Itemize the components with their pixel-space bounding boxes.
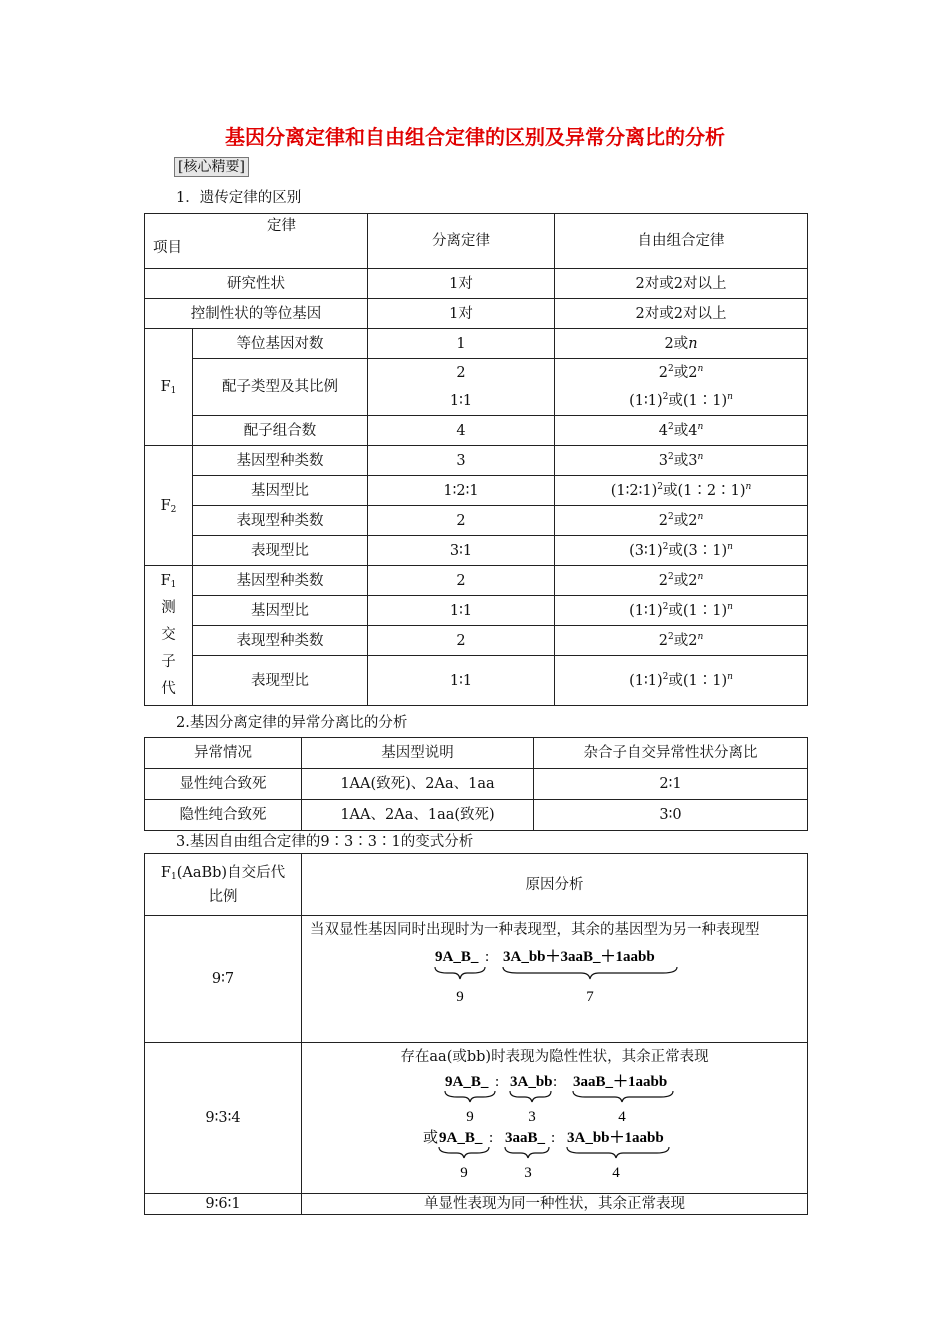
row-label: 等位基因对数 xyxy=(193,329,368,359)
eq-term: 3A_bb xyxy=(509,1074,553,1090)
cell-value: $2^2$或2$^n$ (1∶1)$^2$或(1∶1)$^n$ xyxy=(555,359,808,416)
cell-value: 3∶1 xyxy=(368,536,555,566)
cell-value: 2对或2对以上 xyxy=(555,299,808,329)
f2-group-label: $F_2$ xyxy=(145,446,193,566)
row-label: 基因型种类数 xyxy=(193,446,368,476)
variant-ratio-table xyxy=(144,853,808,1215)
cell-value: 1∶1 xyxy=(368,656,555,706)
row-label: 控制性状的等位基因 xyxy=(145,299,368,329)
eq-number: 4 xyxy=(611,1165,620,1181)
ratio-value: 9∶3∶4 xyxy=(145,1043,302,1194)
equation-9-3-4-a xyxy=(405,1069,705,1125)
page-title: 基因分离定律和自由组合定律的区别及异常分离比的分析 xyxy=(225,125,725,149)
cell-value: 2 xyxy=(368,626,555,656)
case-label: 显性纯合致死 xyxy=(145,769,302,800)
eq-number: 9 xyxy=(455,989,464,1005)
eq-colon: : xyxy=(488,1130,493,1146)
cell-value: $3^2$或3$^n$ xyxy=(555,446,808,476)
header-item-label: 项目 xyxy=(153,240,182,256)
genotype-desc: 1AA(致死)、2Aa、1aa xyxy=(302,769,534,800)
testcross-group-label: $F_1$ 测 交 子 代 xyxy=(145,566,193,706)
brace-2 xyxy=(503,967,677,979)
brace-3 xyxy=(567,1147,669,1158)
cell-value: 2或n xyxy=(555,329,808,359)
row-label: 表现型比 xyxy=(193,656,368,706)
row-label: 表现型比 xyxy=(193,536,368,566)
eq-term: 3aaB_ xyxy=(504,1130,545,1146)
header-ratio-col: $F_1(AaBb)$自交后代 比例 xyxy=(145,854,302,916)
law-comparison-table xyxy=(144,213,808,706)
section3-heading: 3.基因自由组合定律的9∶3∶3∶1的变式分析 xyxy=(176,834,474,850)
equation-9-3-4-b xyxy=(405,1125,705,1181)
cell-value: 3 xyxy=(368,446,555,476)
cell-value: 4 xyxy=(368,416,555,446)
ratio-value: 2∶1 xyxy=(534,769,808,800)
reason-cell xyxy=(302,1043,808,1194)
header-ratio: 杂合子自交异常性状分离比 xyxy=(534,738,808,769)
eq-number: 9 xyxy=(459,1165,468,1181)
brace-1 xyxy=(439,1147,489,1158)
header-law-label: 定律 xyxy=(267,218,296,234)
header-independent-law: 自由组合定律 xyxy=(555,214,808,269)
row-label: 研究性状 xyxy=(145,269,368,299)
reason-cell xyxy=(302,916,808,1043)
header-separation-law: 分离定律 xyxy=(368,214,555,269)
header-case: 异常情况 xyxy=(145,738,302,769)
ratio-value: 9∶7 xyxy=(145,916,302,1043)
cell-value: 1对 xyxy=(368,299,555,329)
section1-heading: 1．遗传定律的区别 xyxy=(176,190,302,206)
eq-term: 3A_bb＋3aaB_＋1aabb xyxy=(502,949,655,965)
cell-value: $2^2$或2$^n$ xyxy=(555,626,808,656)
eq-colon: : xyxy=(550,1130,555,1146)
row-label: 表现型种类数 xyxy=(193,626,368,656)
eq-number: 9 xyxy=(465,1109,474,1125)
brace-3 xyxy=(573,1091,673,1102)
ratio-value: 3∶0 xyxy=(534,800,808,831)
brace-1 xyxy=(435,967,485,979)
abnormal-ratio-table xyxy=(144,737,808,831)
eq-number: 4 xyxy=(617,1109,626,1125)
eq-colon: : xyxy=(552,1074,557,1090)
eq-number: 7 xyxy=(585,989,594,1005)
cell-value: (3∶1)$^2$或(3∶1)$^n$ xyxy=(555,536,808,566)
eq-term: 9A_B_ xyxy=(438,1130,482,1146)
row-label: 配子类型及其比例 xyxy=(193,359,368,416)
equation-9-7 xyxy=(405,943,705,1011)
case-label: 隐性纯合致死 xyxy=(145,800,302,831)
cell-value: 1∶1 xyxy=(368,596,555,626)
eq-term: 9A_B_ xyxy=(434,949,478,965)
cell-value: 2 xyxy=(368,506,555,536)
reason-text: 单显性表现为同一种性状，其余正常表现 xyxy=(302,1194,808,1215)
cell-value: $2^2$或2$^n$ xyxy=(555,506,808,536)
brace-2 xyxy=(505,1147,549,1158)
cell-value: 2对或2对以上 xyxy=(555,269,808,299)
row-label: 配子组合数 xyxy=(193,416,368,446)
eq-colon: : xyxy=(494,1074,499,1090)
section2-heading: 2.基因分离定律的异常分离比的分析 xyxy=(176,715,408,731)
eq-number: 3 xyxy=(523,1165,532,1181)
eq-term: 3A_bb＋1aabb xyxy=(566,1130,664,1146)
header-genotype: 基因型说明 xyxy=(302,738,534,769)
cell-value: (1∶1)$^2$或(1∶1)$^n$ xyxy=(555,656,808,706)
brace-1 xyxy=(445,1091,495,1102)
section-tag: [核心精要] xyxy=(174,157,249,177)
cell-value: 2 xyxy=(368,566,555,596)
ratio-value: 9∶6∶1 xyxy=(145,1194,302,1215)
eq-prefix: 或 xyxy=(422,1130,438,1146)
f1-group-label: $F_1$ xyxy=(145,329,193,446)
cell-value: (1∶1)$^2$或(1∶1)$^n$ xyxy=(555,596,808,626)
cell-value: 1∶2∶1 xyxy=(368,476,555,506)
cell-value: 1对 xyxy=(368,269,555,299)
header-corner-cell xyxy=(145,214,368,269)
row-label: 基因型种类数 xyxy=(193,566,368,596)
row-label: 基因型比 xyxy=(193,596,368,626)
brace-2 xyxy=(510,1091,551,1102)
cell-value: 2 1∶1 xyxy=(368,359,555,416)
genotype-desc: 1AA、2Aa、1aa(致死) xyxy=(302,800,534,831)
row-label: 表现型种类数 xyxy=(193,506,368,536)
eq-colon: : xyxy=(484,949,489,965)
header-reason-col: 原因分析 xyxy=(302,854,808,916)
cell-value: 1 xyxy=(368,329,555,359)
reason-text: 存在aa(或bb)时表现为隐性性状，其余正常表现 xyxy=(400,1049,709,1065)
reason-text: 当双显性基因同时出现时为一种表现型，其余的基因型为另一种表现型 xyxy=(310,922,760,938)
cell-value: $2^2$或2$^n$ xyxy=(555,566,808,596)
eq-number: 3 xyxy=(527,1109,536,1125)
cell-value: (1∶2∶1)$^2$或(1∶2∶1)$^n$ xyxy=(555,476,808,506)
eq-term: 9A_B_ xyxy=(444,1074,488,1090)
cell-value: $4^2$或4$^n$ xyxy=(555,416,808,446)
row-label: 基因型比 xyxy=(193,476,368,506)
eq-term: 3aaB_＋1aabb xyxy=(572,1074,667,1090)
